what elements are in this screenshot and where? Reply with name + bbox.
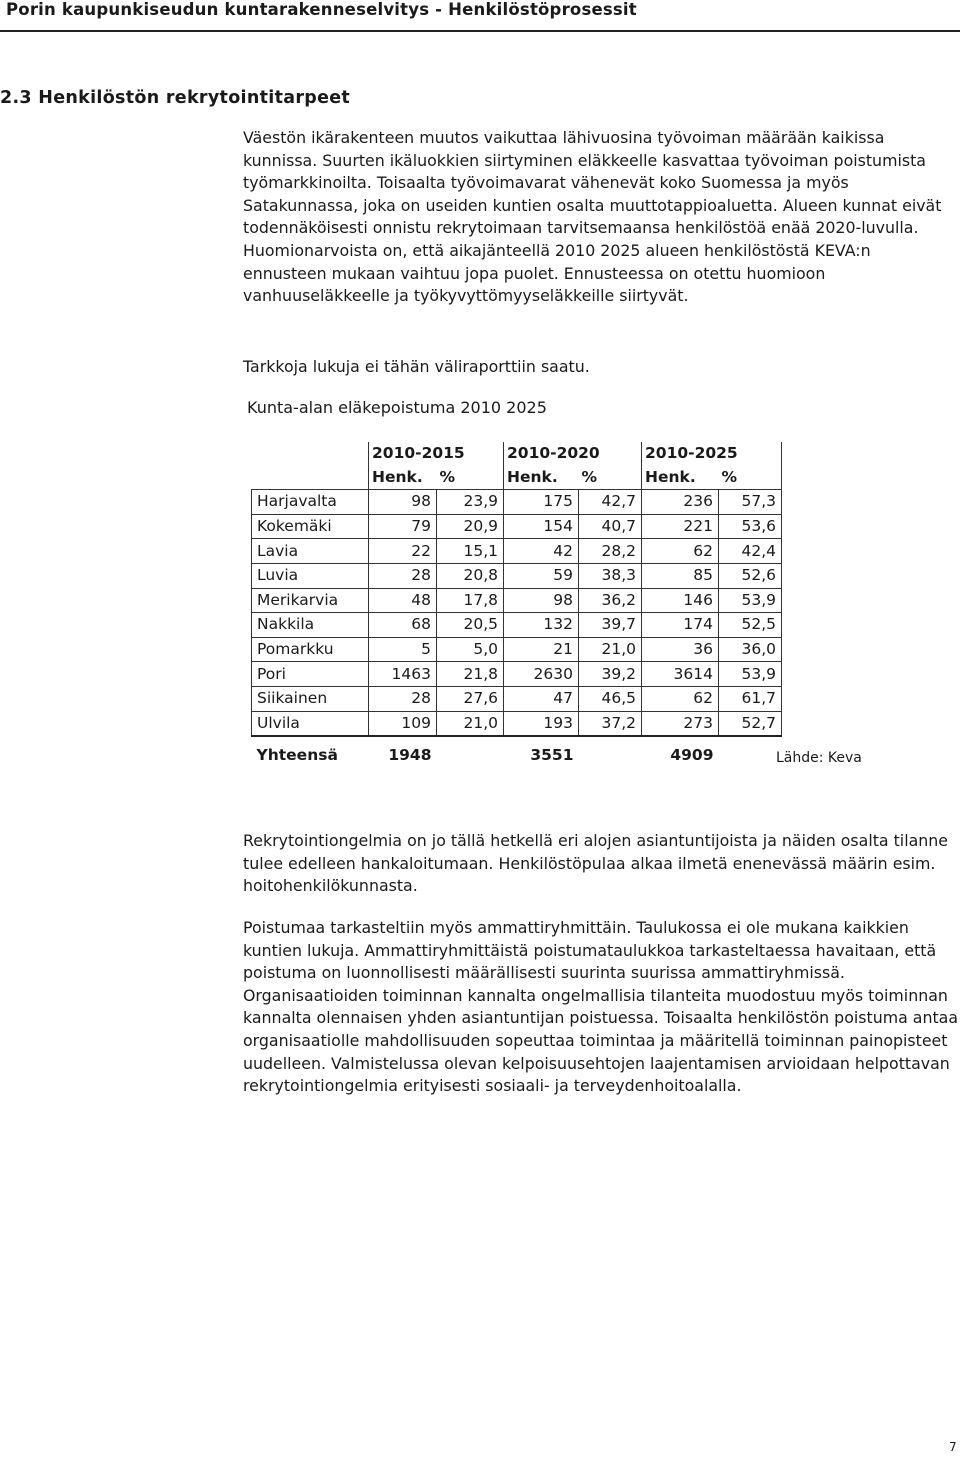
percent-cell: 21,8 [437, 662, 504, 687]
header-divider [0, 30, 960, 32]
municipality-cell: Lavia [252, 539, 369, 564]
table-row [252, 637, 782, 662]
percent-cell: 57,3 [719, 490, 782, 515]
count-cell: 85 [642, 563, 719, 588]
percent-cell: 17,8 [437, 588, 504, 613]
count-cell: 22 [369, 539, 437, 564]
count-cell: 47 [504, 686, 579, 711]
percent-cell: 23,9 [437, 490, 504, 515]
percent-cell: 52,7 [719, 711, 782, 736]
table-row [252, 613, 782, 638]
count-cell: 59 [504, 563, 579, 588]
paragraph-workforce-change: Väestön ikärakenteen muutos vaikuttaa lähivuosina työvoiman määrään kaikissa kunnissa. Suurten ikäluokkien siirtyminen eläkkeelle kasvattaa työvoiman poistumista työmarkkinoilta. Toisaalta työvoimavarat vähenevät koko Suomessa ja myös Satakunnassa, joka on useiden kuntien osalta muuttotappioaluetta. Alueen kunnat eivät todennäköisesti onnistu rekrytoimaan tarvitsemaansa henkilöstöä enää 2020-luvulla. Huomionarvoista on, että aikajänteellä 2010 2025 alueen henkilöstöstä KEVA:n ennusteen mukaan vaihtuu jopa puolet. Ennusteessa on otettu huomioon vanhuuseläkkeelle ja työkyvyttömyyseläkkeille siirtyvät. [243, 128, 942, 306]
percent-cell: 52,6 [719, 563, 782, 588]
percent-cell: 61,7 [719, 686, 782, 711]
paragraph-occupational-groups: Poistumaa tarkasteltiin myös ammattiryhmittäin. Taulukossa ei ole mukana kaikkien kuntien lukuja. Ammattiryhmittäistä poistumataulukkoa tarkasteltaessa havaitaan, että poistuma on luonnollisesti määrällisesti suurinta suurissa ammattiryhmissä. Organisaatioiden toiminnan kannalta ongelmallisia tilanteita muodostuu myös toiminnan kannalta olennaisen yhden asiantuntijan poistuessa. Toisaalta henkilöstön poistuma antaa organisaatiolle mahdollisuuden sopeuttaa toimintaa ja määritellä toiminnan painopisteet uudelleen. Valmistelussa olevan kelpoisuusehtojen laajentamisen arvioidaan helpottavan rekrytointiongelmia erityisesti sosiaali- ja terveydenhoitoalalla. [243, 918, 959, 1096]
percent-subheader: % [439, 467, 456, 486]
count-cell: 154 [504, 514, 579, 539]
percent-cell: 53,6 [719, 514, 782, 539]
count-cell: 36 [642, 637, 719, 662]
municipality-cell: Luvia [252, 563, 369, 588]
count-cell: 174 [642, 613, 719, 638]
total-value: 3551 [504, 736, 579, 769]
count-cell: 146 [642, 588, 719, 613]
total-value: 1948 [369, 736, 437, 769]
section-heading: 2.3 Henkilöstön rekrytointitarpeet [0, 88, 351, 108]
percent-cell: 27,6 [437, 686, 504, 711]
table-row [252, 490, 782, 515]
percent-cell: 20,5 [437, 613, 504, 638]
percent-cell: 40,7 [579, 514, 642, 539]
period-header: 2010-2015 [369, 442, 504, 466]
header-empty-cell [252, 442, 369, 466]
count-cell: 48 [369, 588, 437, 613]
municipality-cell: Merikarvia [252, 588, 369, 613]
table-row [252, 662, 782, 687]
count-cell: 1463 [369, 662, 437, 687]
table-row [252, 711, 782, 736]
total-empty-cell [579, 736, 642, 769]
table-subheader-row [252, 466, 782, 490]
henk-subheader: Henk. [504, 466, 579, 490]
table-row [252, 563, 782, 588]
count-cell: 5 [369, 637, 437, 662]
pension-retirement-table [251, 442, 782, 769]
count-cell: 273 [642, 711, 719, 736]
table-period-header-row [252, 442, 782, 466]
count-cell: 21 [504, 637, 579, 662]
count-cell: 3614 [642, 662, 719, 687]
paragraph-recruitment-problems: Rekrytointiongelmia on jo tällä hetkellä eri alojen asiantuntijoista ja näiden osalta tilanne tulee edelleen hankaloitumaan. Henkilöstöpulaa alkaa ilmetä enenevässä määrin esim. hoitohenkilökunnasta. [243, 831, 949, 896]
count-cell: 236 [642, 490, 719, 515]
percent-cell: 28,2 [579, 539, 642, 564]
page-number: 7 [949, 1440, 957, 1454]
percent-cell: 21,0 [579, 637, 642, 662]
henk-subheader: Henk. [369, 466, 437, 490]
table-row [252, 539, 782, 564]
municipality-cell: Nakkila [252, 613, 369, 638]
count-cell: 62 [642, 686, 719, 711]
municipality-cell: Ulvila [252, 711, 369, 736]
total-empty-cell [719, 736, 782, 769]
total-value: 4909 [642, 736, 719, 769]
municipality-cell: Harjavalta [252, 490, 369, 515]
count-cell: 28 [369, 563, 437, 588]
percent-cell: 53,9 [719, 588, 782, 613]
percent-cell: 37,2 [579, 711, 642, 736]
count-cell: 221 [642, 514, 719, 539]
percent-cell: 39,2 [579, 662, 642, 687]
table-body [252, 490, 782, 736]
period-header: 2010-2025 [642, 442, 782, 466]
percent-cell: 15,1 [437, 539, 504, 564]
count-cell: 28 [369, 686, 437, 711]
total-label: Yhteensä [252, 736, 369, 769]
percent-cell: 53,9 [719, 662, 782, 687]
table-row [252, 588, 782, 613]
table-caption: Kunta-alan eläkepoistuma 2010 2025 [247, 398, 547, 417]
percent-cell: 38,3 [579, 563, 642, 588]
header-empty-cell [252, 466, 369, 490]
percent-cell: 36,2 [579, 588, 642, 613]
count-cell: 98 [504, 588, 579, 613]
municipality-cell: Pori [252, 662, 369, 687]
percent-cell: 42,4 [719, 539, 782, 564]
table-row [252, 514, 782, 539]
percent-subheader: % [581, 467, 598, 486]
period-header: 2010-2020 [504, 442, 642, 466]
count-cell: 175 [504, 490, 579, 515]
percent-cell: 20,9 [437, 514, 504, 539]
count-cell: 109 [369, 711, 437, 736]
percent-cell: 20,8 [437, 563, 504, 588]
table-source-note: Lähde: Keva [776, 750, 862, 766]
henk-subheader: Henk. [642, 466, 719, 490]
percent-cell: 36,0 [719, 637, 782, 662]
paragraph-no-exact-figures: Tarkkoja lukuja ei tähän väliraporttiin saatu. [243, 357, 590, 376]
count-cell: 98 [369, 490, 437, 515]
count-cell: 42 [504, 539, 579, 564]
percent-cell: 46,5 [579, 686, 642, 711]
percent-cell: 5,0 [437, 637, 504, 662]
municipality-cell: Pomarkku [252, 637, 369, 662]
municipality-cell: Siikainen [252, 686, 369, 711]
count-cell: 132 [504, 613, 579, 638]
table-total-row [252, 736, 782, 769]
count-cell: 193 [504, 711, 579, 736]
count-cell: 2630 [504, 662, 579, 687]
count-cell: 68 [369, 613, 437, 638]
document-header-title: Porin kaupunkiseudun kuntarakenneselvitys - Henkilöstöprosessit [6, 0, 637, 19]
percent-subheader: % [719, 466, 782, 490]
municipality-cell: Kokemäki [252, 514, 369, 539]
percent-cell: 21,0 [437, 711, 504, 736]
percent-cell: 42,7 [579, 490, 642, 515]
count-cell: 79 [369, 514, 437, 539]
table-row [252, 686, 782, 711]
percent-cell: 52,5 [719, 613, 782, 638]
total-empty-cell [437, 736, 504, 769]
percent-cell: 39,7 [579, 613, 642, 638]
count-cell: 62 [642, 539, 719, 564]
